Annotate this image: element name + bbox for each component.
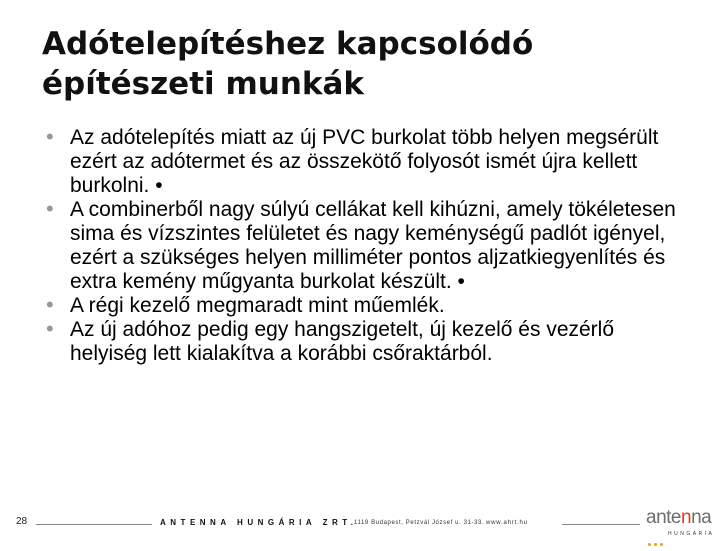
bullet-text: Az új adóhoz pedig egy hangszigetelt, új kezelő és vezérlő helyiség lett kialakítva a korábbi csőraktárból. [70, 318, 615, 365]
footer-divider-right [562, 524, 640, 525]
bullet-icon: • [46, 196, 54, 221]
footer-website: www.ahrt.hu [486, 520, 528, 526]
antenna-hungaria-logo [646, 507, 716, 539]
logo-subtitle: HUNGÁRIA [668, 531, 715, 537]
bullet-text: A régi kezelő megmaradt mint műemlék. [70, 294, 445, 317]
bullet-text: A combinerből nagy súlyú cellákat kell kihúzni, amely tökéletesen sima és vízszintes felületet és nagy keménységű padlót igényel, ezért a szükséges helyen milliméter pontos aljzatkiegyenlítés és extra kemény műgyanta burkolat készült. • [70, 198, 676, 293]
bullet-item [46, 318, 696, 366]
logo-word-accent: n [680, 507, 692, 528]
bullet-icon: • [46, 316, 54, 341]
logo-word-suffix: na [691, 507, 712, 528]
bullet-item [46, 126, 696, 198]
footer-company: ANTENNA HUNGÁRIA ZRT. [160, 518, 358, 527]
logo-word-prefix: ante [646, 507, 681, 528]
footer-divider-left [36, 524, 152, 525]
bullet-item [46, 294, 696, 318]
bullet-list [46, 126, 696, 366]
footer-address: 1119 Budapest, Petzvál József u. 31-33. [354, 520, 485, 526]
bullet-icon: • [46, 124, 54, 149]
logo-dots-icon [648, 533, 666, 551]
slide-title-line-2: építészeti munkák [42, 66, 365, 102]
slide-title-line-1: Adótelepítéshez kapcsolódó [42, 26, 534, 62]
logo-wordmark [646, 507, 711, 529]
page-number: 28 [16, 516, 28, 527]
bullet-text: Az adótelepítés miatt az új PVC burkolat több helyen megsérült ezért az adótermet és az összekötő folyosót ismét újra kellett burkolni. • [70, 126, 659, 197]
bullet-icon: • [46, 292, 54, 317]
bullet-item [46, 198, 696, 294]
slide-title [42, 24, 682, 104]
